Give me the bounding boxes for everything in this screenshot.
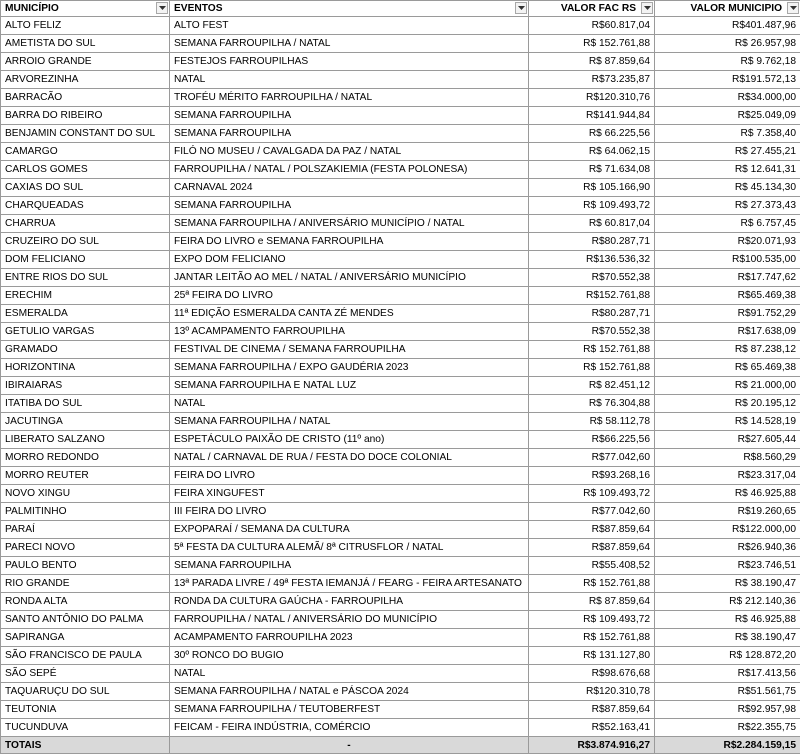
cell-valor-municipio: R$401.487,96 — [655, 17, 800, 35]
dropdown-arrow-icon[interactable] — [156, 2, 168, 14]
cell-municipio: DOM FELICIANO — [1, 251, 170, 269]
cell-valor-municipio: R$ 45.134,30 — [655, 179, 800, 197]
cell-eventos: TROFÉU MÉRITO FARROUPILHA / NATAL — [170, 89, 529, 107]
cell-eventos: SEMANA FARROUPILHA / NATAL — [170, 413, 529, 431]
cell-municipio: TEUTONIA — [1, 701, 170, 719]
cell-valor-municipio: R$100.535,00 — [655, 251, 800, 269]
cell-valor-municipio: R$ 46.925,88 — [655, 485, 800, 503]
cell-valor-fac: R$120.310,78 — [529, 683, 655, 701]
table-row — [1, 125, 800, 143]
header-eventos-label: EVENTOS — [174, 3, 223, 14]
cell-valor-municipio: R$ 14.528,19 — [655, 413, 800, 431]
cell-valor-fac: R$ 152.761,88 — [529, 35, 655, 53]
cell-valor-municipio: R$ 7.358,40 — [655, 125, 800, 143]
cell-eventos: FARROUPILHA / NATAL / ANIVERSÁRIO DO MUNICÍPIO — [170, 611, 529, 629]
cell-valor-municipio: R$ 21.000,00 — [655, 377, 800, 395]
cell-valor-municipio: R$ 212.140,36 — [655, 593, 800, 611]
cell-municipio: CRUZEIRO DO SUL — [1, 233, 170, 251]
cell-valor-fac: R$ 152.761,88 — [529, 629, 655, 647]
header-eventos — [170, 1, 529, 17]
cell-valor-fac: R$77.042,60 — [529, 503, 655, 521]
cell-eventos: 5ª FESTA DA CULTURA ALEMÃ/ 8ª CITRUSFLOR / NATAL — [170, 539, 529, 557]
cell-municipio: RIO GRANDE — [1, 575, 170, 593]
cell-eventos: EXPO DOM FELICIANO — [170, 251, 529, 269]
cell-valor-municipio: R$ 65.469,38 — [655, 359, 800, 377]
cell-valor-municipio: R$65.469,38 — [655, 287, 800, 305]
cell-eventos: NATAL — [170, 71, 529, 89]
cell-municipio: ESMERALDA — [1, 305, 170, 323]
cell-valor-municipio: R$ 46.925,88 — [655, 611, 800, 629]
cell-valor-municipio: R$34.000,00 — [655, 89, 800, 107]
cell-municipio: GRAMADO — [1, 341, 170, 359]
table-row — [1, 485, 800, 503]
cell-valor-municipio: R$23.317,04 — [655, 467, 800, 485]
cell-municipio: NOVO XINGU — [1, 485, 170, 503]
cell-valor-fac: R$ 66.225,56 — [529, 125, 655, 143]
cell-eventos: SEMANA FARROUPILHA / TEUTOBERFEST — [170, 701, 529, 719]
cell-valor-fac: R$ 58.112,78 — [529, 413, 655, 431]
table-row — [1, 395, 800, 413]
table-row — [1, 557, 800, 575]
table-row — [1, 359, 800, 377]
cell-valor-fac: R$ 109.493,72 — [529, 611, 655, 629]
cell-eventos: FEIRA DO LIVRO e SEMANA FARROUPILHA — [170, 233, 529, 251]
cell-municipio: CAXIAS DO SUL — [1, 179, 170, 197]
totals-valor-municipio: R$2.284.159,15 — [655, 737, 800, 754]
cell-valor-municipio: R$ 26.957,98 — [655, 35, 800, 53]
cell-valor-fac: R$87.859,64 — [529, 701, 655, 719]
table-row — [1, 287, 800, 305]
cell-eventos: EXPOPARAÍ / SEMANA DA CULTURA — [170, 521, 529, 539]
table-row — [1, 719, 800, 737]
cell-valor-fac: R$ 82.451,12 — [529, 377, 655, 395]
cell-valor-municipio: R$27.605,44 — [655, 431, 800, 449]
cell-valor-fac: R$55.408,52 — [529, 557, 655, 575]
header-valor-fac-label: VALOR FAC RS — [561, 3, 636, 14]
header-valor-municipio — [655, 1, 800, 17]
cell-eventos: ALTO FEST — [170, 17, 529, 35]
cell-municipio: ITATIBA DO SUL — [1, 395, 170, 413]
cell-municipio: HORIZONTINA — [1, 359, 170, 377]
cell-valor-municipio: R$ 27.373,43 — [655, 197, 800, 215]
table-row — [1, 233, 800, 251]
cell-valor-fac: R$ 87.859,64 — [529, 53, 655, 71]
cell-municipio: ALTO FELIZ — [1, 17, 170, 35]
dropdown-arrow-icon[interactable] — [787, 2, 799, 14]
cell-eventos: 13º ACAMPAMENTO FARROUPILHA — [170, 323, 529, 341]
cell-eventos: SEMANA FARROUPILHA / EXPO GAUDÉRIA 2023 — [170, 359, 529, 377]
cell-eventos: SEMANA FARROUPILHA / NATAL — [170, 35, 529, 53]
cell-valor-municipio: R$17.747,62 — [655, 269, 800, 287]
table-row — [1, 251, 800, 269]
cell-eventos: SEMANA FARROUPILHA — [170, 197, 529, 215]
cell-valor-municipio: R$ 38.190,47 — [655, 629, 800, 647]
cell-eventos: 13ª PARADA LIVRE / 49ª FESTA IEMANJÁ / FEARG - FEIRA ARTESANATO — [170, 575, 529, 593]
cell-eventos: RONDA DA CULTURA GAÚCHA - FARROUPILHA — [170, 593, 529, 611]
header-row — [1, 1, 800, 17]
cell-municipio: BARRACÃO — [1, 89, 170, 107]
cell-municipio: MORRO REUTER — [1, 467, 170, 485]
table-row — [1, 431, 800, 449]
cell-municipio: ENTRE RIOS DO SUL — [1, 269, 170, 287]
dropdown-arrow-icon[interactable] — [515, 2, 527, 14]
cell-valor-fac: R$152.761,88 — [529, 287, 655, 305]
cell-municipio: PALMITINHO — [1, 503, 170, 521]
cell-valor-fac: R$80.287,71 — [529, 305, 655, 323]
cell-valor-fac: R$ 64.062,15 — [529, 143, 655, 161]
table-row — [1, 161, 800, 179]
cell-municipio: CAMARGO — [1, 143, 170, 161]
table-row — [1, 17, 800, 35]
cell-eventos: III FEIRA DO LIVRO — [170, 503, 529, 521]
table-row — [1, 89, 800, 107]
cell-valor-fac: R$60.817,04 — [529, 17, 655, 35]
cell-eventos: 11ª EDIÇÃO ESMERALDA CANTA ZÉ MENDES — [170, 305, 529, 323]
table-row — [1, 701, 800, 719]
cell-municipio: PARAÍ — [1, 521, 170, 539]
cell-municipio: GETULIO VARGAS — [1, 323, 170, 341]
cell-municipio: SAPIRANGA — [1, 629, 170, 647]
cell-valor-fac: R$ 60.817,04 — [529, 215, 655, 233]
table-row — [1, 269, 800, 287]
cell-eventos: FESTIVAL DE CINEMA / SEMANA FARROUPILHA — [170, 341, 529, 359]
table-row — [1, 143, 800, 161]
cell-valor-municipio: R$51.561,75 — [655, 683, 800, 701]
cell-valor-fac: R$87.859,64 — [529, 539, 655, 557]
cell-valor-municipio: R$ 27.455,21 — [655, 143, 800, 161]
cell-eventos: FILÓ NO MUSEU / CAVALGADA DA PAZ / NATAL — [170, 143, 529, 161]
cell-valor-fac: R$141.944,84 — [529, 107, 655, 125]
cell-eventos: FEICAM - FEIRA INDÚSTRIA, COMÉRCIO — [170, 719, 529, 737]
cell-valor-fac: R$ 105.166,90 — [529, 179, 655, 197]
table-row — [1, 521, 800, 539]
header-valor-municipio-label: VALOR MUNICIPIO — [691, 3, 783, 14]
cell-municipio: IBIRAIARAS — [1, 377, 170, 395]
cell-valor-fac: R$66.225,56 — [529, 431, 655, 449]
cell-valor-municipio: R$25.049,09 — [655, 107, 800, 125]
table-row — [1, 323, 800, 341]
cell-eventos: SEMANA FARROUPILHA — [170, 107, 529, 125]
cell-valor-fac: R$ 152.761,88 — [529, 575, 655, 593]
cell-valor-fac: R$ 152.761,88 — [529, 341, 655, 359]
cell-valor-municipio: R$23.746,51 — [655, 557, 800, 575]
cell-valor-municipio: R$ 9.762,18 — [655, 53, 800, 71]
table-row — [1, 467, 800, 485]
table-row — [1, 305, 800, 323]
cell-valor-fac: R$ 109.493,72 — [529, 197, 655, 215]
table-row — [1, 575, 800, 593]
cell-municipio: LIBERATO SALZANO — [1, 431, 170, 449]
table-row — [1, 611, 800, 629]
cell-eventos: ACAMPAMENTO FARROUPILHA 2023 — [170, 629, 529, 647]
cell-eventos: SEMANA FARROUPILHA E NATAL LUZ — [170, 377, 529, 395]
table-row — [1, 665, 800, 683]
table-row — [1, 179, 800, 197]
cell-valor-fac: R$80.287,71 — [529, 233, 655, 251]
cell-eventos: ESPETÁCULO PAIXÃO DE CRISTO (11º ano) — [170, 431, 529, 449]
cell-valor-municipio: R$17.413,56 — [655, 665, 800, 683]
cell-valor-municipio: R$ 20.195,12 — [655, 395, 800, 413]
totals-label: TOTAIS — [1, 737, 170, 754]
cell-eventos: NATAL — [170, 665, 529, 683]
cell-municipio: MORRO REDONDO — [1, 449, 170, 467]
table-row — [1, 341, 800, 359]
cell-valor-fac: R$ 152.761,88 — [529, 359, 655, 377]
table-row — [1, 683, 800, 701]
totals-eventos: - — [170, 737, 529, 754]
cell-eventos: JANTAR LEITÃO AO MEL / NATAL / ANIVERSÁRIO MUNICÍPIO — [170, 269, 529, 287]
cell-municipio: ARVOREZINHA — [1, 71, 170, 89]
cell-valor-municipio: R$ 87.238,12 — [655, 341, 800, 359]
table-row — [1, 35, 800, 53]
cell-valor-fac: R$98.676,68 — [529, 665, 655, 683]
cell-eventos: FEIRA XINGUFEST — [170, 485, 529, 503]
cell-valor-fac: R$70.552,38 — [529, 269, 655, 287]
header-valor-fac — [529, 1, 655, 17]
cell-valor-municipio: R$22.355,75 — [655, 719, 800, 737]
cell-valor-municipio: R$122.000,00 — [655, 521, 800, 539]
cell-valor-fac: R$70.552,38 — [529, 323, 655, 341]
cell-valor-municipio: R$17.638,09 — [655, 323, 800, 341]
cell-municipio: CARLOS GOMES — [1, 161, 170, 179]
table-row — [1, 377, 800, 395]
cell-valor-fac: R$ 87.859,64 — [529, 593, 655, 611]
cell-municipio: ERECHIM — [1, 287, 170, 305]
cell-eventos: SEMANA FARROUPILHA / ANIVERSÁRIO MUNICÍPIO / NATAL — [170, 215, 529, 233]
table-row — [1, 215, 800, 233]
cell-eventos: 25ª FEIRA DO LIVRO — [170, 287, 529, 305]
cell-valor-fac: R$77.042,60 — [529, 449, 655, 467]
cell-eventos: CARNAVAL 2024 — [170, 179, 529, 197]
table-row — [1, 593, 800, 611]
cell-municipio: CHARQUEADAS — [1, 197, 170, 215]
table-row — [1, 71, 800, 89]
cell-municipio: BENJAMIN CONSTANT DO SUL — [1, 125, 170, 143]
cell-valor-fac: R$93.268,16 — [529, 467, 655, 485]
cell-valor-municipio: R$ 128.872,20 — [655, 647, 800, 665]
cell-eventos: SEMANA FARROUPILHA — [170, 125, 529, 143]
dropdown-arrow-icon[interactable] — [641, 2, 653, 14]
cell-municipio: JACUTINGA — [1, 413, 170, 431]
cell-valor-fac: R$52.163,41 — [529, 719, 655, 737]
cell-eventos: 30º RONCO DO BUGIO — [170, 647, 529, 665]
cell-valor-municipio: R$ 38.190,47 — [655, 575, 800, 593]
cell-municipio: PARECI NOVO — [1, 539, 170, 557]
cell-municipio: SÃO FRANCISCO DE PAULA — [1, 647, 170, 665]
totals-row — [1, 737, 800, 754]
cell-valor-fac: R$87.859,64 — [529, 521, 655, 539]
table-row — [1, 539, 800, 557]
cell-valor-municipio: R$8.560,29 — [655, 449, 800, 467]
cell-valor-municipio: R$19.260,65 — [655, 503, 800, 521]
cell-municipio: PAULO BENTO — [1, 557, 170, 575]
totals-valor-fac: R$3.874.916,27 — [529, 737, 655, 754]
table-row — [1, 629, 800, 647]
cell-eventos: SEMANA FARROUPILHA — [170, 557, 529, 575]
cell-valor-municipio: R$91.752,29 — [655, 305, 800, 323]
table-row — [1, 53, 800, 71]
cell-valor-fac: R$ 71.634,08 — [529, 161, 655, 179]
table-row — [1, 449, 800, 467]
cell-eventos: FEIRA DO LIVRO — [170, 467, 529, 485]
cell-eventos: FARROUPILHA / NATAL / POLSZAKIEMIA (FESTA POLONESA) — [170, 161, 529, 179]
cell-eventos: NATAL / CARNAVAL DE RUA / FESTA DO DOCE COLONIAL — [170, 449, 529, 467]
cell-valor-fac: R$136.536,32 — [529, 251, 655, 269]
table-row — [1, 503, 800, 521]
header-municipio — [1, 1, 170, 17]
cell-eventos: NATAL — [170, 395, 529, 413]
cell-municipio: AMETISTA DO SUL — [1, 35, 170, 53]
cell-municipio: BARRA DO RIBEIRO — [1, 107, 170, 125]
table-row — [1, 107, 800, 125]
cell-valor-fac: R$73.235,87 — [529, 71, 655, 89]
cell-valor-fac: R$ 109.493,72 — [529, 485, 655, 503]
cell-valor-municipio: R$26.940,36 — [655, 539, 800, 557]
table-row — [1, 197, 800, 215]
cell-valor-fac: R$120.310,76 — [529, 89, 655, 107]
header-municipio-label: MUNICÍPIO — [5, 3, 59, 14]
cell-municipio: ARROIO GRANDE — [1, 53, 170, 71]
cell-municipio: SÃO SEPÉ — [1, 665, 170, 683]
cell-valor-fac: R$ 76.304,88 — [529, 395, 655, 413]
cell-eventos: FESTEJOS FARROUPILHAS — [170, 53, 529, 71]
cell-municipio: RONDA ALTA — [1, 593, 170, 611]
cell-valor-municipio: R$92.957,98 — [655, 701, 800, 719]
cell-valor-municipio: R$191.572,13 — [655, 71, 800, 89]
cell-valor-municipio: R$20.071,93 — [655, 233, 800, 251]
cell-valor-municipio: R$ 12.641,31 — [655, 161, 800, 179]
table-row — [1, 413, 800, 431]
cell-municipio: CHARRUA — [1, 215, 170, 233]
table-row — [1, 647, 800, 665]
cell-municipio: SANTO ANTÔNIO DO PALMA — [1, 611, 170, 629]
cell-valor-fac: R$ 131.127,80 — [529, 647, 655, 665]
cell-municipio: TAQUARUÇU DO SUL — [1, 683, 170, 701]
cell-eventos: SEMANA FARROUPILHA / NATAL e PÁSCOA 2024 — [170, 683, 529, 701]
cell-valor-municipio: R$ 6.757,45 — [655, 215, 800, 233]
cell-municipio: TUCUNDUVA — [1, 719, 170, 737]
